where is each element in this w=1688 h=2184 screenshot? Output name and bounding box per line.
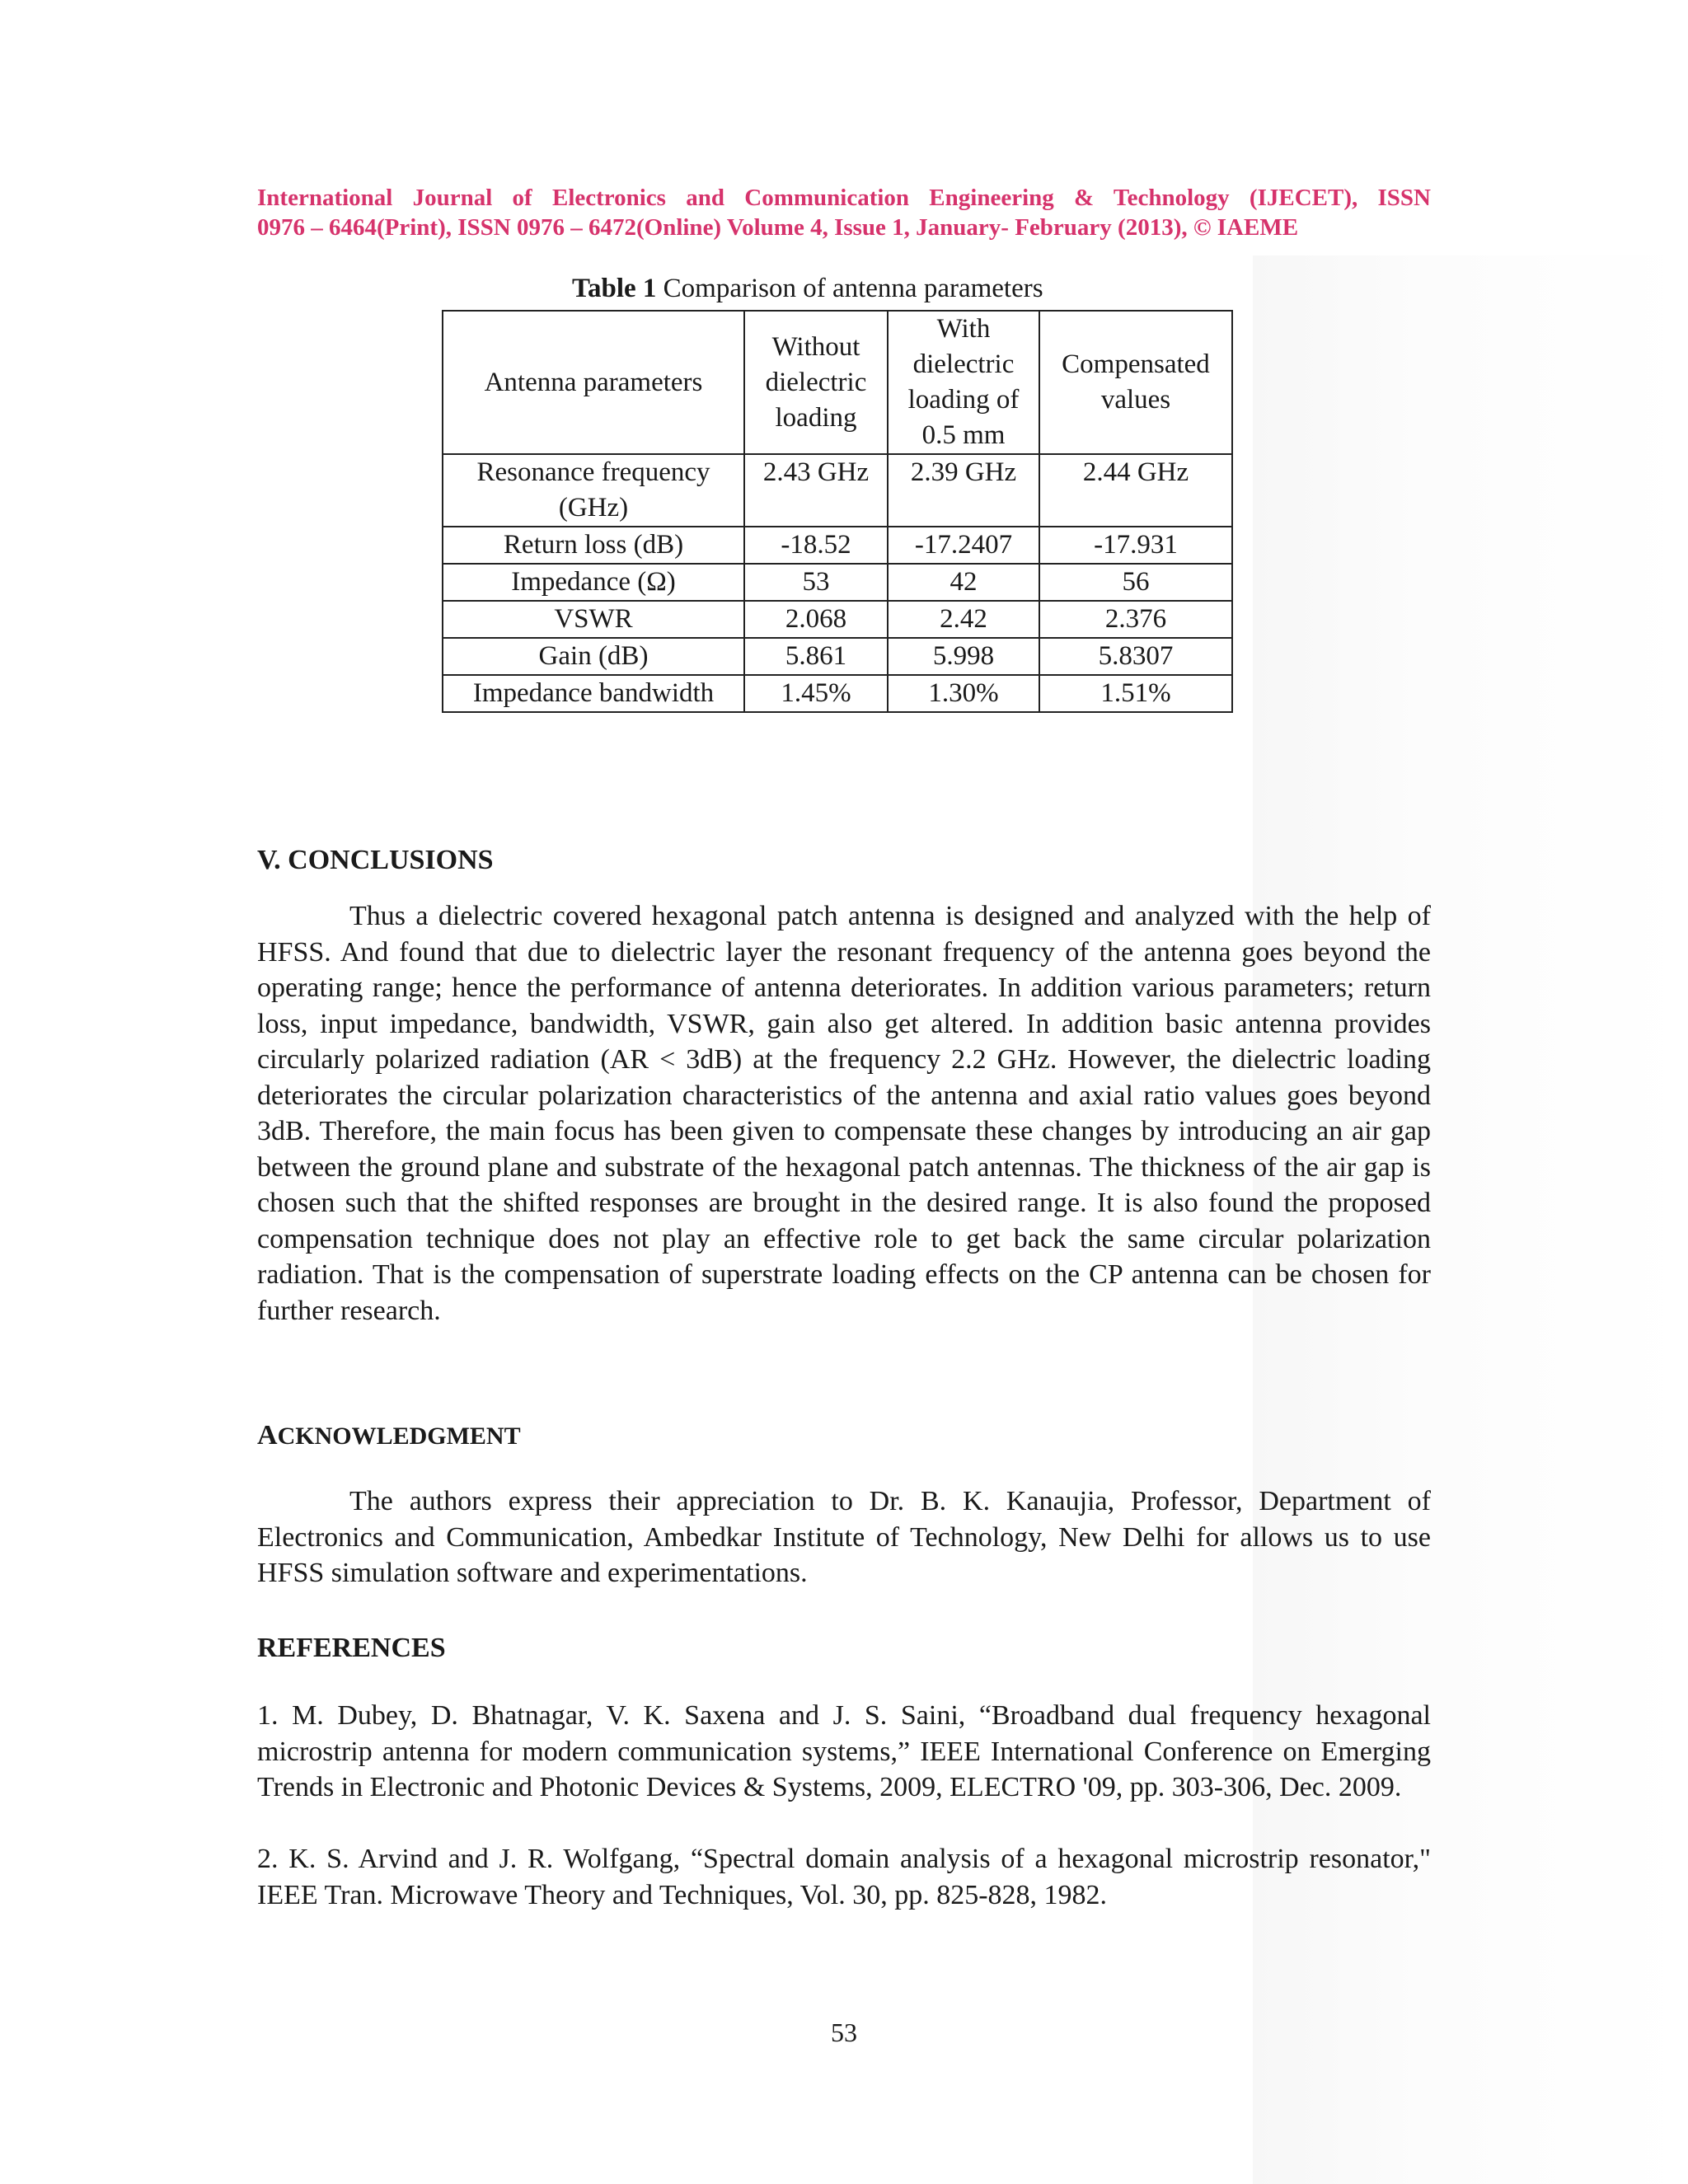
table-cell: 1.30%: [888, 675, 1039, 712]
table-cell: VSWR: [443, 601, 744, 638]
acknowledgment-heading-rest: CKNOWLEDGMENT: [277, 1422, 521, 1450]
acknowledgment-heading: [257, 1419, 521, 1453]
reference-item: 2. K. S. Arvind and J. R. Wolfgang, “Spectral domain analysis of a hexagonal microstrip resonator," IEEE Tran. Microwave Theory and Techniques, Vol. 30, pp. 825-828, 1982.: [257, 1844, 1431, 1910]
table-cell: Impedance (Ω): [443, 564, 744, 601]
table-cell: 1.51%: [1039, 675, 1232, 712]
table-cell: 2.44 GHz: [1039, 454, 1232, 527]
table-row: [443, 527, 1232, 564]
column-header: Compensated values: [1039, 311, 1232, 454]
table-cell: 5.8307: [1039, 638, 1232, 675]
conclusions-heading: V. CONCLUSIONS: [257, 845, 494, 875]
table-cell: Gain (dB): [443, 638, 744, 675]
table-cell: -17.931: [1039, 527, 1232, 564]
table-cell: 53: [744, 564, 888, 601]
references-heading: REFERENCES: [257, 1633, 446, 1663]
table-cell: 2.42: [888, 601, 1039, 638]
table-row: [443, 454, 1232, 527]
table-caption-label: Table 1: [572, 274, 657, 303]
table-cell: 5.861: [744, 638, 888, 675]
conclusions-paragraph: Thus a dielectric covered hexagonal patch antenna is designed and analyzed with the help of HFSS. And found that due to dielectric layer the resonant frequency of the antenna goes beyond the operating range; hence the performance of antenna deteriorates. In addition various parameters; return loss, input impedance, bandwidth, VSWR, gain also get altered. In addition basic antenna provides circularly polarized radiation (AR < 3dB) at the frequency 2.2 GHz. However, the dielectric loading deteriorates the circular polarization characteristics of the antenna and axial ratio values goes beyond 3dB. Therefore, the main focus has been given to compensate these changes by introducing an air gap between the ground plane and substrate of the hexagonal patch antennas. The thickness of the air gap is chosen such that the shifted responses are brought in the desired range. It is also found the proposed compensation technique does not play an effective role to get back the same circular polarization radiation. That is the compensation of superstrate loading effects on the CP antenna can be chosen for further research.: [257, 901, 1431, 1326]
table-header-row: [443, 311, 1232, 454]
table-cell: 42: [888, 564, 1039, 601]
table-row: [443, 638, 1232, 675]
table-caption-text: Comparison of antenna parameters: [663, 274, 1043, 303]
column-header: Antenna parameters: [443, 311, 744, 454]
comparison-table: [442, 310, 1233, 713]
table-row: [443, 564, 1232, 601]
acknowledgment-paragraph: The authors express their appreciation to Dr. B. K. Kanaujia, Professor, Department of Electronics and Communication, Ambedkar Institute of Technology, New Delhi for allows us to use HFSS simulation software and experimentations.: [257, 1486, 1431, 1588]
page-number: 53: [831, 2018, 857, 2047]
table-row: [443, 675, 1232, 712]
table-cell: -18.52: [744, 527, 888, 564]
table-cell: 1.45%: [744, 675, 888, 712]
reference-item: 1. M. Dubey, D. Bhatnagar, V. K. Saxena and J. S. Saini, “Broadband dual frequency hexagonal microstrip antenna for modern communication systems,” IEEE International Conference on Emerging Trends in Electronic and Photonic Devices & Systems, 2009, ELECTRO '09, pp. 303-306, Dec. 2009.: [257, 1700, 1431, 1802]
table-cell: 2.068: [744, 601, 888, 638]
table-cell: 2.39 GHz: [888, 454, 1039, 527]
journal-header-line-1: International Journal of Electronics and Communication Engineering & Technology (IJECET), ISSN: [257, 185, 1431, 211]
table-caption: [572, 272, 1149, 305]
column-header: With dielectric loading of 0.5 mm: [888, 311, 1039, 454]
table-cell: 2.43 GHz: [744, 454, 888, 527]
table-cell: 56: [1039, 564, 1232, 601]
table-cell: 2.376: [1039, 601, 1232, 638]
journal-header-line-2: 0976 – 6464(Print), ISSN 0976 – 6472(Online) Volume 4, Issue 1, January- February (2013), © IAEME: [257, 214, 1299, 241]
table-cell: Return loss (dB): [443, 527, 744, 564]
journal-header: [257, 183, 1431, 242]
table-cell: 5.998: [888, 638, 1039, 675]
table-cell: Resonance frequency (GHz): [443, 454, 744, 527]
acknowledgment-heading-initial: A: [257, 1420, 278, 1451]
table-row: [443, 601, 1232, 638]
table-cell: -17.2407: [888, 527, 1039, 564]
column-header: Without dielectric loading: [744, 311, 888, 454]
table-cell: Impedance bandwidth: [443, 675, 744, 712]
